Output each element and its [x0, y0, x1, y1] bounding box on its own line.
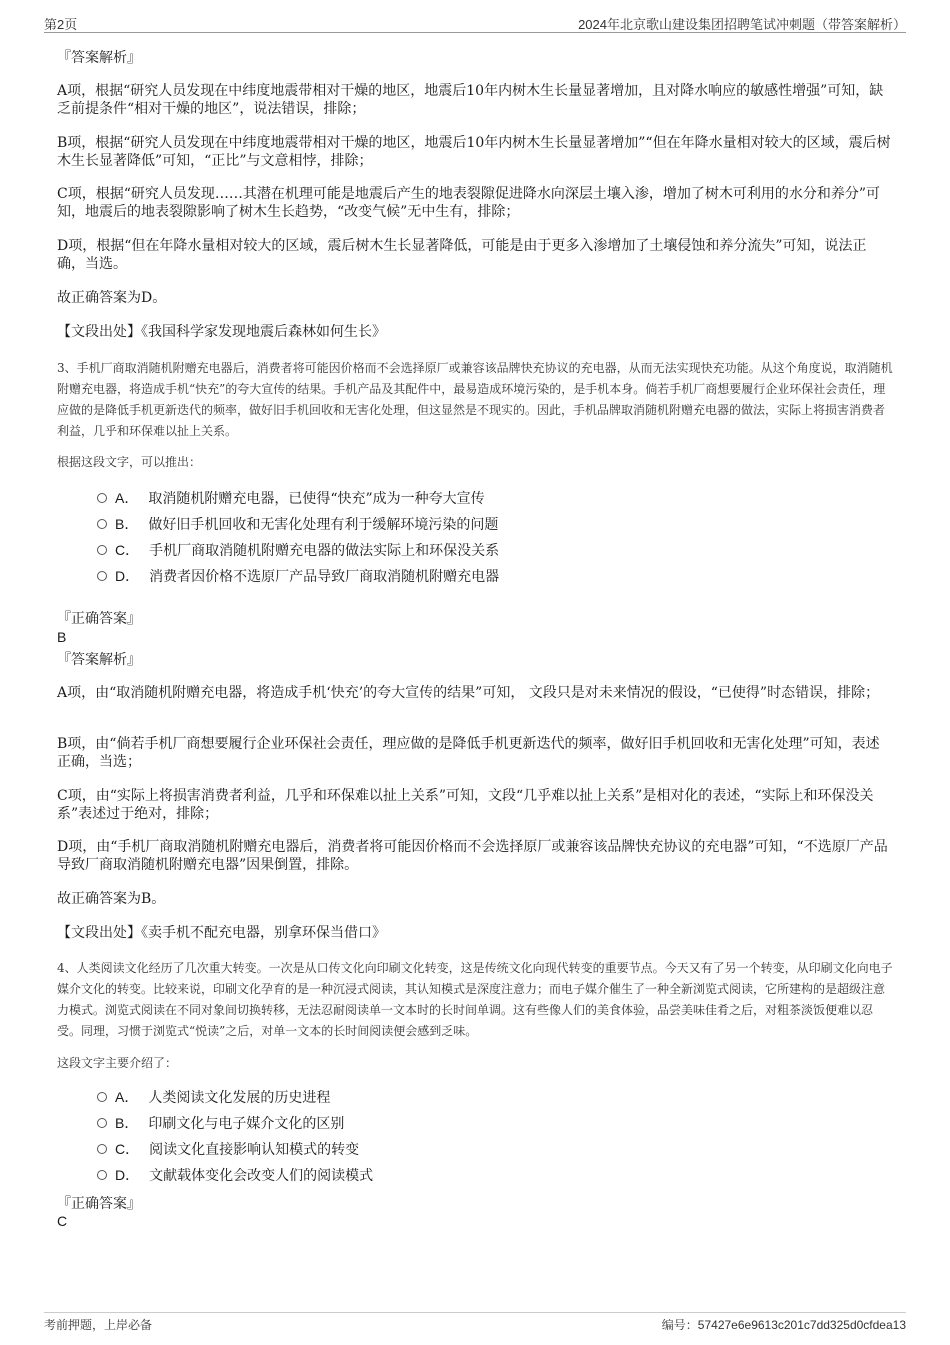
answer-value: C [57, 1213, 68, 1229]
analysis-c: C项，由“实际上将损害消费者利益，几乎和环保难以扯上关系”可知，文段“几乎难以扯上关系”是相对化的表述，“实际上和环保没关系”表述过于绝对，排除； [57, 788, 874, 822]
q3-option-a[interactable]: A． 取消随机附赠充电器，已使得“快充”成为一种夸大宣传 [97, 489, 485, 508]
question-4-prompt: 这段文字主要介绍了： [57, 1056, 178, 1070]
conclusion: 故正确答案为B。 [57, 891, 166, 907]
radio-icon[interactable] [97, 519, 107, 529]
analysis-d: D项，由“手机厂商取消随机附赠充电器后，消费者将可能因价格而不会选择原厂或兼容该品牌快充协议的充电器”可知，“不选原厂产品导致厂商取消随机附赠充电器”因果倒置，排除。 [57, 839, 888, 873]
q4-option-c[interactable]: C． 阅读文化直接影响认知模式的转变 [97, 1140, 359, 1159]
page-header [44, 12, 906, 33]
q4-option-d[interactable]: D． 文献载体变化会改变人们的阅读模式 [97, 1166, 373, 1185]
document-title: 2024年北京歌山建设集团招聘笔试冲刺题（带答案解析） [578, 17, 906, 32]
answer-label: 『正确答案』 [57, 611, 141, 627]
source: 【文段出处】《我国科学家发现地震后森林如何生长》 [57, 324, 386, 340]
question-3-prompt: 根据这段文字，可以推出： [57, 455, 202, 469]
analysis-label: 『答案解析』 [57, 50, 141, 66]
analysis-d: D项，根据“但在年降水量相对较大的区域，震后树木生长显著降低，可能是由于更多入渗增加了土壤侵蚀和养分流失”可知，说法正确，当选。 [57, 238, 867, 272]
radio-icon[interactable] [97, 571, 107, 581]
radio-icon[interactable] [97, 1118, 107, 1128]
radio-icon[interactable] [97, 1170, 107, 1180]
answer-label: 『正确答案』 [57, 1196, 141, 1212]
radio-icon[interactable] [97, 545, 107, 555]
analysis-c: C项，根据“研究人员发现……其潜在机理可能是地震后产生的地表裂隙促进降水向深层土壤入渗，增加了树木可利用的水分和养分”可知，地震后的地表裂隙影响了树木生长趋势，“改变气候”无中生有，排除； [57, 186, 881, 220]
analysis-a: A项，由“取消随机附赠充电器，将造成手机‘快充’的夸大宣传的结果”可知， 文段只是对未来情况的假设，“已使得”时态错误，排除； [57, 685, 880, 701]
radio-icon[interactable] [97, 1144, 107, 1154]
q4-option-b[interactable]: B． 印刷文化与电子媒介文化的区别 [97, 1114, 344, 1133]
footer-slogan: 考前押题，上岸必备 [44, 1318, 153, 1332]
radio-icon[interactable] [97, 493, 107, 503]
analysis-b: B项，由“倘若手机厂商想要履行企业环保社会责任，理应做的是降低手机更新迭代的频率，做好旧手机回收和无害化处理”可知，表述正确，当选； [57, 736, 880, 770]
q4-option-a[interactable]: A． 人类阅读文化发展的历史进程 [97, 1088, 330, 1107]
source: 【文段出处】《卖手机不配充电器，别拿环保当借口》 [57, 925, 386, 941]
q3-option-d[interactable]: D． 消费者因价格不选原厂产品导致厂商取消随机附赠充电器 [97, 567, 499, 586]
analysis-label: 『答案解析』 [57, 652, 141, 668]
q3-option-b[interactable]: B． 做好旧手机回收和无害化处理有利于缓解环境污染的问题 [97, 515, 498, 534]
radio-icon[interactable] [97, 1092, 107, 1102]
question-3-stem: 3、手机厂商取消随机附赠充电器后，消费者将可能因价格而不会选择原厂或兼容该品牌快充协议的充电器，从而无法实现快充功能。从这个角度说，取消随机附赠充电器，将造成手机“快充”的夸大宣传的结果。手机产品及其配件中，最易造成环境污染的，是手机本身。倘若手机厂商想要履行企业环保社会责任，理应做的是降低手机更新迭代的频率，做好旧手机回收和无害化处理，但这显然是不现实的。因此，手机品牌取消随机附赠充电器的做法，实际上将损害消费者利益，几乎和环保难以扯上关系。 [57, 361, 893, 438]
answer-value: B [57, 629, 67, 645]
page-footer [44, 1312, 906, 1335]
conclusion: 故正确答案为D。 [57, 290, 167, 306]
analysis-b: B项，根据“研究人员发现在中纬度地震带相对干燥的地区，地震后10年内树木生长量显著增加”“但在年降水量相对较大的区域，震后树木生长显著降低”可知，“正比”与文意相悖，排除； [57, 135, 891, 169]
page-number: 第2页 [44, 17, 78, 32]
q3-option-c[interactable]: C． 手机厂商取消随机附赠充电器的做法实际上和环保没关系 [97, 541, 499, 560]
question-4-stem: 4、人类阅读文化经历了几次重大转变。一次是从口传文化向印刷文化转变，这是传统文化向现代转变的重要节点。今天又有了另一个转变，从印刷文化向电子媒介文化的转变。比较来说，印刷文化孕育的是一种沉浸式阅读，其认知模式是深度注意力；而电子媒介催生了一种全新浏览式阅读，它所建构的是超级注意力模式。浏览式阅读在不同对象间切换转移，无法忍耐阅读单一文本时的长时间单调。这有些像人们的美食体验，品尝美味佳肴之后，对粗茶淡饭便难以忍受。同理，习惯于浏览式“悦读”之后，对单一文本的长时间阅读便会感到乏味。 [57, 961, 893, 1038]
document-code: 编号：57427e6e9613c201c7dd325d0cfdea13 [661, 1318, 906, 1332]
analysis-a: A项，根据“研究人员发现在中纬度地震带相对干燥的地区，地震后10年内树木生长量显著增加，且对降水响应的敏感性增强”可知，缺乏前提条件“相对干燥的地区”，说法错误，排除； [57, 83, 884, 117]
